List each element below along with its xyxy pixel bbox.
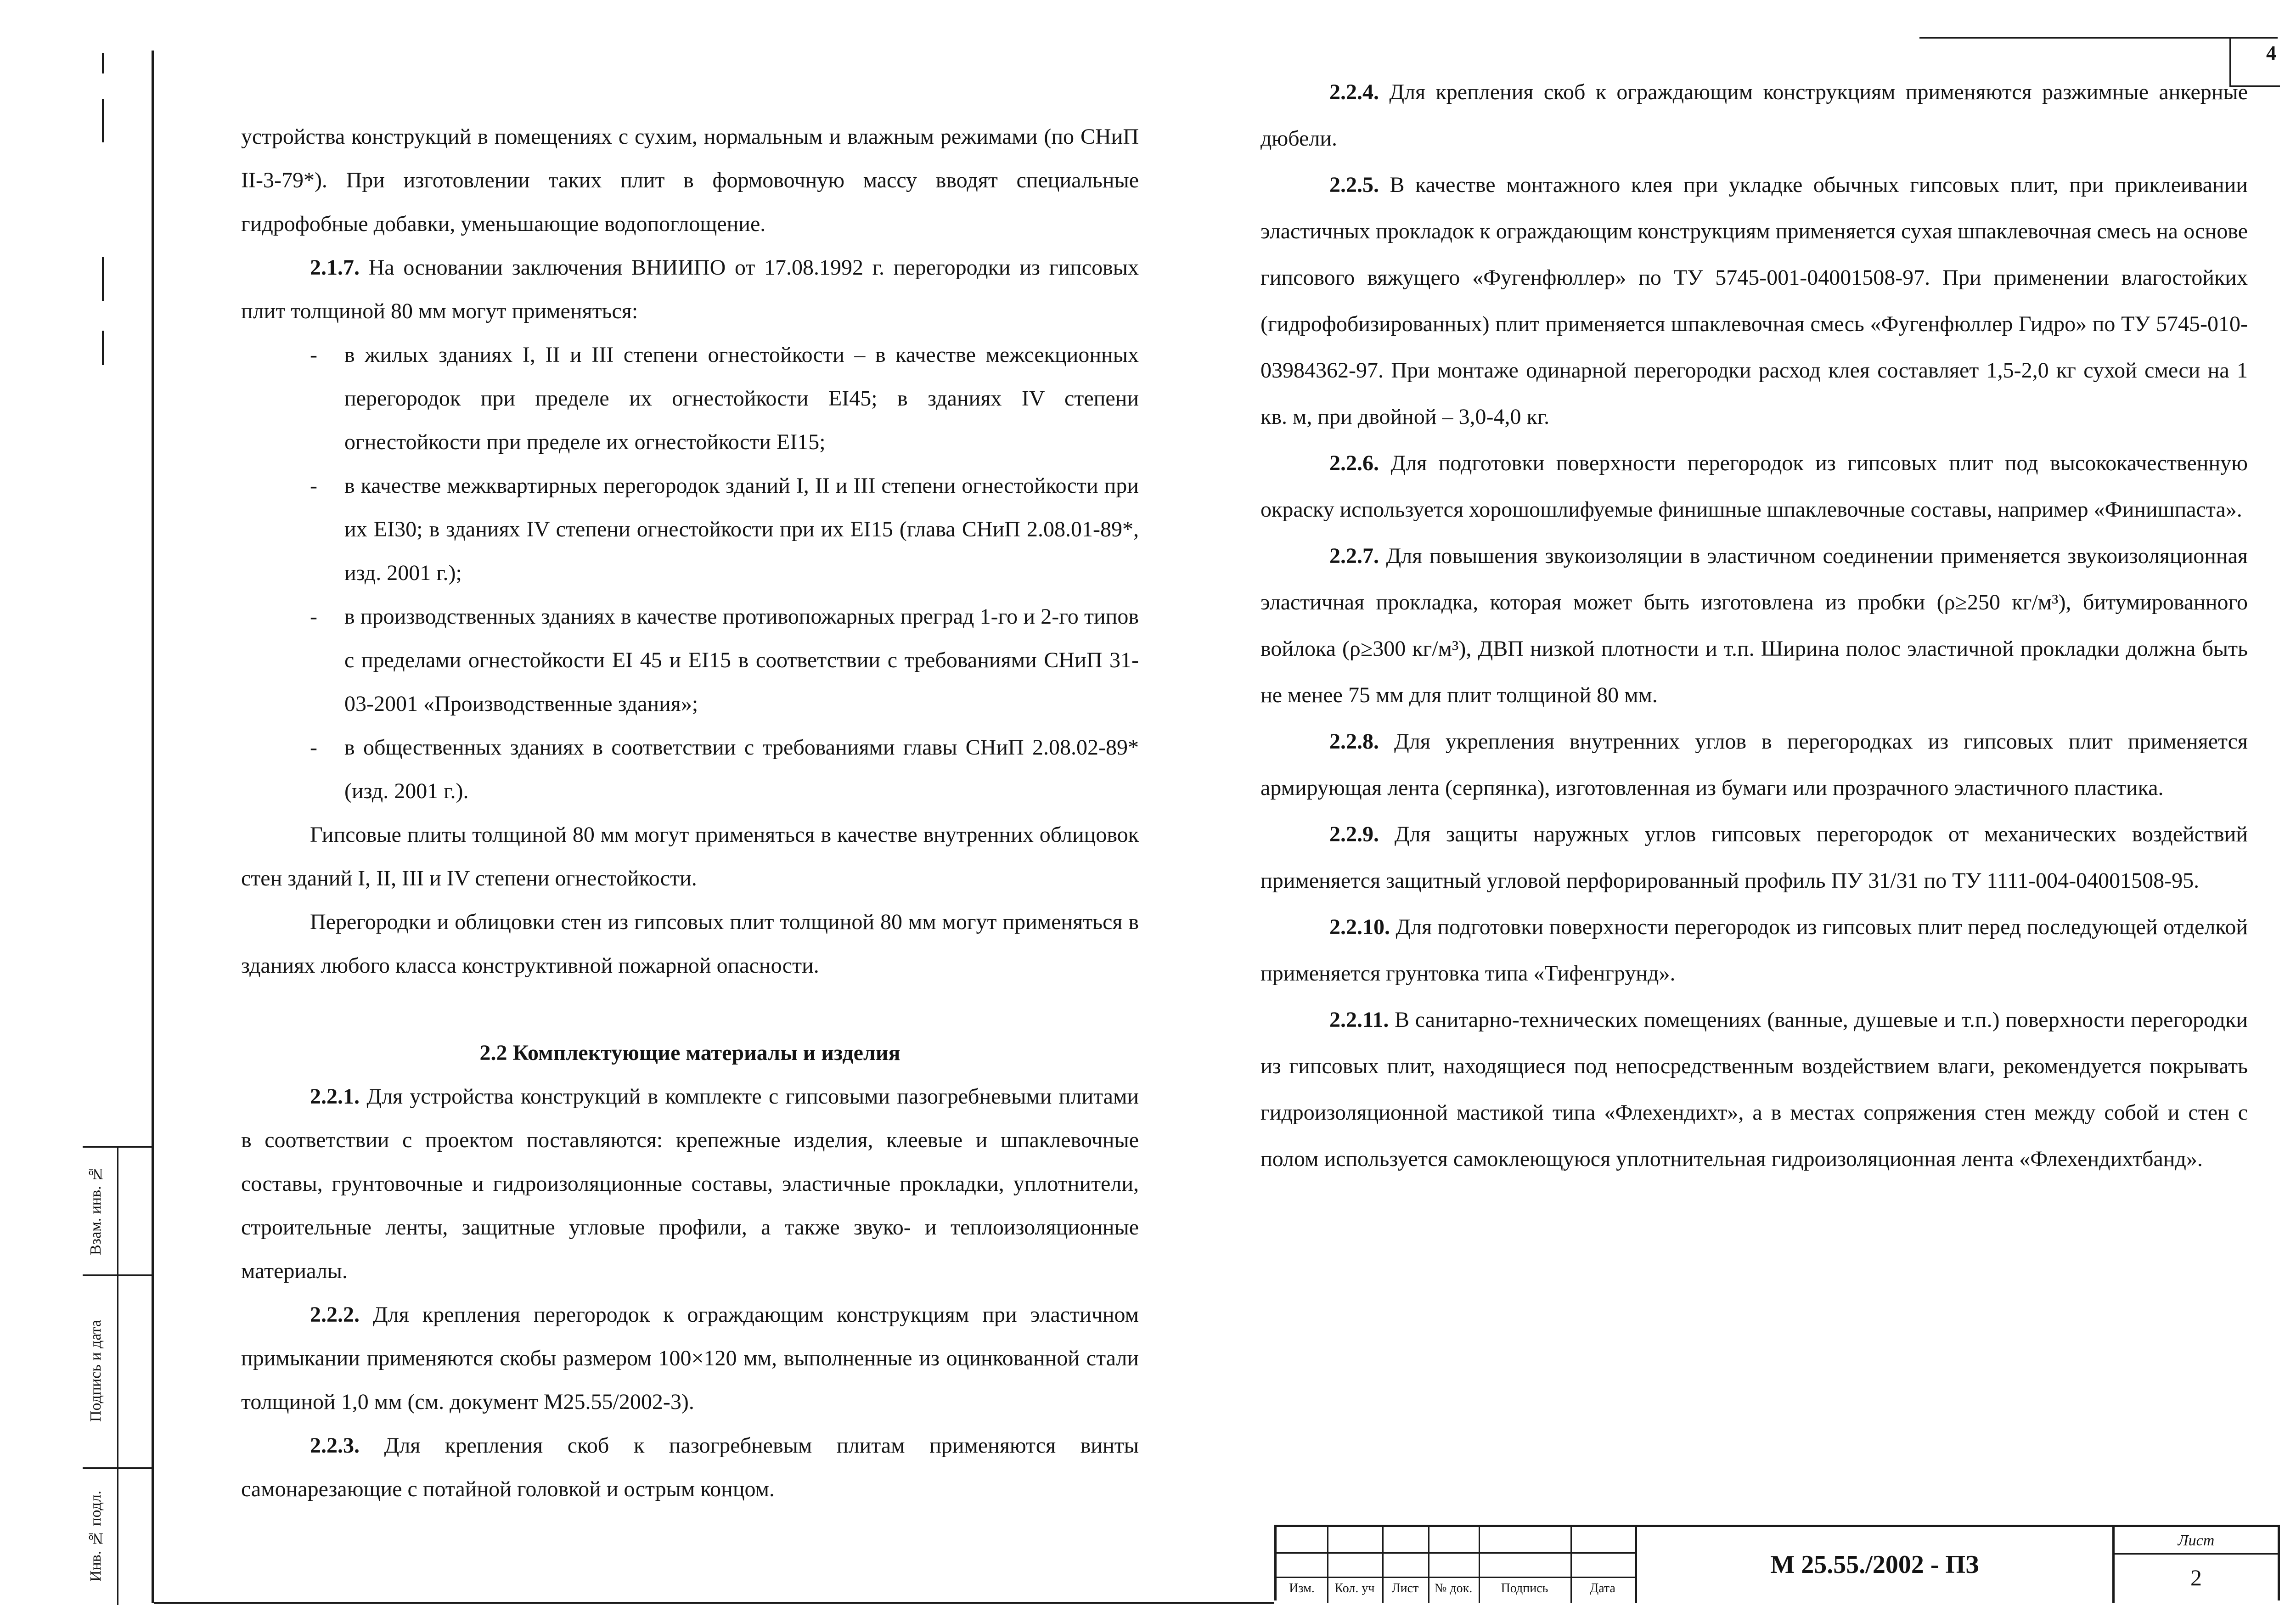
clause-text: Для крепления скоб к пазогребневым плитам применяются винты самонарезающие с потайной головкой и острым концом. bbox=[241, 1433, 1139, 1501]
list-item-text: в жилых зданиях I, II и III степени огнестойкости – в качестве межсекционных перегородок при пределе их огнестойкости EI45; в зданиях IV степени огнестойкости при пределе их огнестойкости EI15; bbox=[344, 343, 1139, 454]
list-item-text: в производственных зданиях в качестве противопожарных преград 1-го и 2-го типов с пределами огнестойкости EI 45 и EI15 в соответствии с требованиями СНиП 31-03-2001 «Производственные здания»; bbox=[344, 604, 1139, 716]
binding-margin-line bbox=[152, 51, 154, 1603]
sheet-label: Лист bbox=[2115, 1527, 2278, 1555]
list-item bbox=[241, 726, 1139, 813]
paragraph-2-2-5 bbox=[1261, 162, 2248, 440]
clause-text: Для крепления перегородок к ограждающим конструкциям при эластичном примыкании применяются скобы размером 100×120 мм, выполненные из оцинкованной стали толщиной 1,0 мм (см. документ М25.55/2002-3). bbox=[241, 1302, 1139, 1414]
col-label-date: Дата bbox=[1590, 1581, 1615, 1595]
paragraph-2-2-2 bbox=[241, 1293, 1139, 1424]
clause-text: Для подготовки поверхности перегородок из гипсовых плит перед последующей отделкой применяется грунтовка типа «Тифенгрунд». bbox=[1261, 915, 2248, 986]
margin-mark bbox=[102, 331, 104, 365]
clause-number: 2.2.2. bbox=[310, 1302, 360, 1327]
clause-number: 2.2.7. bbox=[1329, 544, 1379, 568]
col-label-sheet: Лист bbox=[1391, 1581, 1419, 1595]
clause-number: 2.2.8. bbox=[1329, 729, 1379, 754]
clause-number: 2.2.4. bbox=[1329, 80, 1379, 104]
title-block bbox=[1274, 1525, 2280, 1600]
clause-text: Для устройства конструкций в комплекте с гипсовыми пазогребневыми плитами в соответствии с проектом поставляются: крепежные изделия, клеевые и шпаклевочные составы, грунтовочные и гидроизоляционные составы, эластичные прокладки, уплотнители, строительные ленты, защитные угловые профили, а также звуко- и теплоизоляционные материалы. bbox=[241, 1084, 1139, 1283]
bottom-frame-line bbox=[154, 1602, 1274, 1604]
stamp-cell bbox=[83, 1146, 152, 1148]
paragraph-2-2-4 bbox=[1261, 69, 2248, 162]
clause-number: 2.2.10. bbox=[1329, 915, 1390, 939]
clause-text: Для повышения звукоизоляции в эластичном соединении применяется звукоизоляционная эластичная прокладка, которая может быть изготовлена из пробки (ρ≥250 кг/м³), битумированного войлока (ρ≥300 кг/м³), ДВП низкой плотности и т.п. Ширина полос эластичной прокладки должна быть не менее 75 мм для плит толщиной 80 мм. bbox=[1261, 544, 2248, 707]
clause-text: В качестве монтажного клея при укладке обычных гипсовых плит, при приклеивании эластичных прокладок к ограждающим конструкциям применяется сухая шпаклевочная смесь на основе гипсового вяжущего «Фугенфюллер» по ТУ 5745-001-04001508-97. При применении влагостойких (гидрофобизированных) плит применяется шпаклевочная смесь «Фугенфюллер Гидро» по ТУ 5745-010-03984362-97. При монтаже одинарной перегородки расход клея составляет 1,5-2,0 кг сухой смеси на 1 кв. м, при двойной – 3,0-4,0 кг. bbox=[1261, 173, 2248, 429]
right-column bbox=[1261, 69, 2248, 1182]
stamp-label-original-inv: Инв. № подл. bbox=[87, 1490, 104, 1582]
revision-grid bbox=[1277, 1527, 1635, 1603]
bullet-dash: - bbox=[310, 735, 317, 760]
col-label-change: Изм. bbox=[1289, 1581, 1315, 1595]
list-item bbox=[241, 595, 1139, 726]
list-item bbox=[241, 464, 1139, 595]
clause-text: На основании заключения ВНИИПО от 17.08.1992 г. перегородки из гипсовых плит толщиной 80 мм могут применяться: bbox=[241, 255, 1139, 323]
bullet-dash: - bbox=[310, 473, 317, 498]
stamp-label-signature-date: Подпись и дата bbox=[87, 1320, 104, 1422]
clause-number: 2.2.1. bbox=[310, 1084, 360, 1109]
stamp-cell bbox=[83, 1274, 152, 1276]
paragraph-2-2-6 bbox=[1261, 440, 2248, 533]
margin-mark bbox=[102, 257, 104, 301]
paragraph-2-2-9 bbox=[1261, 811, 2248, 904]
paragraph-partitions: Перегородки и облицовки стен из гипсовых плит толщиной 80 мм могут применяться в зданиях любого класса конструктивной пожарной опасности. bbox=[241, 910, 1139, 978]
paragraph-2-2-3 bbox=[241, 1424, 1139, 1511]
clause-text: Для защиты наружных углов гипсовых перегородок от механических воздействий применяется защитный угловой перфорированный профиль ПУ 31/31 по ТУ 1111-004-04001508-95. bbox=[1261, 822, 2248, 893]
bullet-dash: - bbox=[310, 604, 317, 629]
sheet-number: 2 bbox=[2190, 1565, 2202, 1590]
margin-mark bbox=[102, 99, 104, 142]
clause-text: В санитарно-технических помещениях (ванные, душевые и т.п.) поверхности перегородки из гипсовых плит, находящиеся под непосредственным воздействием влаги, рекомендуется покрывать гидроизоляционной мастикой типа «Флехендихт», а в местах сопряжения стен между собой и стен с полом используется самоклеющуюся уплотнительная гидроизоляционная лента «Флехендихтбанд». bbox=[1261, 1008, 2248, 1171]
paragraph-2-2-10 bbox=[1261, 904, 2248, 997]
paragraph-cladding: Гипсовые плиты толщиной 80 мм могут применяться в качестве внутренних облицовок стен зданий I, II, III и IV степени огнестойкости. bbox=[241, 823, 1139, 890]
side-stamp bbox=[83, 1146, 152, 1605]
paragraph-2-2-7 bbox=[1261, 533, 2248, 718]
paragraph-2-2-8 bbox=[1261, 718, 2248, 811]
col-label-qty: Кол. уч bbox=[1334, 1581, 1375, 1595]
corner-page-number: 4 bbox=[2266, 42, 2276, 64]
clause-number: 2.2.9. bbox=[1329, 822, 1379, 846]
col-label-signature: Подпись bbox=[1501, 1581, 1548, 1595]
clause-number: 2.2.6. bbox=[1329, 451, 1379, 475]
sheet-cell bbox=[2112, 1527, 2278, 1603]
margin-mark bbox=[102, 53, 104, 73]
list-item-text: в общественных зданиях в соответствии с требованиями главы СНиП 2.08.02-89* (изд. 2001 г.). bbox=[344, 735, 1139, 803]
stamp-cell bbox=[83, 1467, 152, 1469]
grid-row-line bbox=[1277, 1577, 1635, 1578]
list-item bbox=[241, 333, 1139, 464]
clause-text: Для крепления скоб к ограждающим конструкциям применяются разжимные анкерные дюбели. bbox=[1261, 80, 2248, 151]
clause-number: 2.2.11. bbox=[1329, 1008, 1389, 1032]
paragraph-2-1-7 bbox=[241, 246, 1139, 333]
paragraph-intro: устройства конструкций в помещениях с сухим, нормальным и влажным режимами (по СНиП II-3-79*). При изготовлении таких плит в формовочную массу вводят специальные гидрофобные добавки, уменьшающие водопоглощение. bbox=[241, 124, 1139, 236]
clause-number: 2.1.7. bbox=[310, 255, 360, 280]
bullet-dash: - bbox=[310, 343, 317, 367]
grid-row-line bbox=[1277, 1552, 1635, 1554]
clause-number: 2.2.5. bbox=[1329, 173, 1379, 197]
clause-text: Для подготовки поверхности перегородок из гипсовых плит под высококачественную окраску используется хорошошлифуемые финишные шпаклевочные составы, например «Финишпаста». bbox=[1261, 451, 2248, 522]
stamp-label-replace-inv: Взам. инв. № bbox=[87, 1165, 104, 1256]
left-column bbox=[241, 115, 1139, 1511]
paragraph-2-2-11 bbox=[1261, 997, 2248, 1182]
col-label-doc-no: № док. bbox=[1434, 1581, 1473, 1595]
document-code: М 25.55./2002 - ПЗ bbox=[1635, 1527, 2112, 1603]
paragraph-2-2-1 bbox=[241, 1075, 1139, 1293]
clause-text: Для укрепления внутренних углов в перегородках из гипсовых плит применяется армирующая лента (серпянка), изготовленная из бумаги или прозрачного эластичного пластика. bbox=[1261, 729, 2248, 800]
section-heading: 2.2 Комплектующие материалы и изделия bbox=[479, 1041, 900, 1065]
stamp-divider bbox=[117, 1146, 118, 1605]
clause-number: 2.2.3. bbox=[310, 1433, 360, 1458]
list-item-text: в качестве межквартирных перегородок зданий I, II и III степени огнестойкости при их EI30; в зданиях IV степени огнестойкости при их EI15 (глава СНиП 2.08.01-89*, изд. 2001 г.); bbox=[344, 473, 1139, 585]
header-rule bbox=[1919, 37, 2278, 39]
